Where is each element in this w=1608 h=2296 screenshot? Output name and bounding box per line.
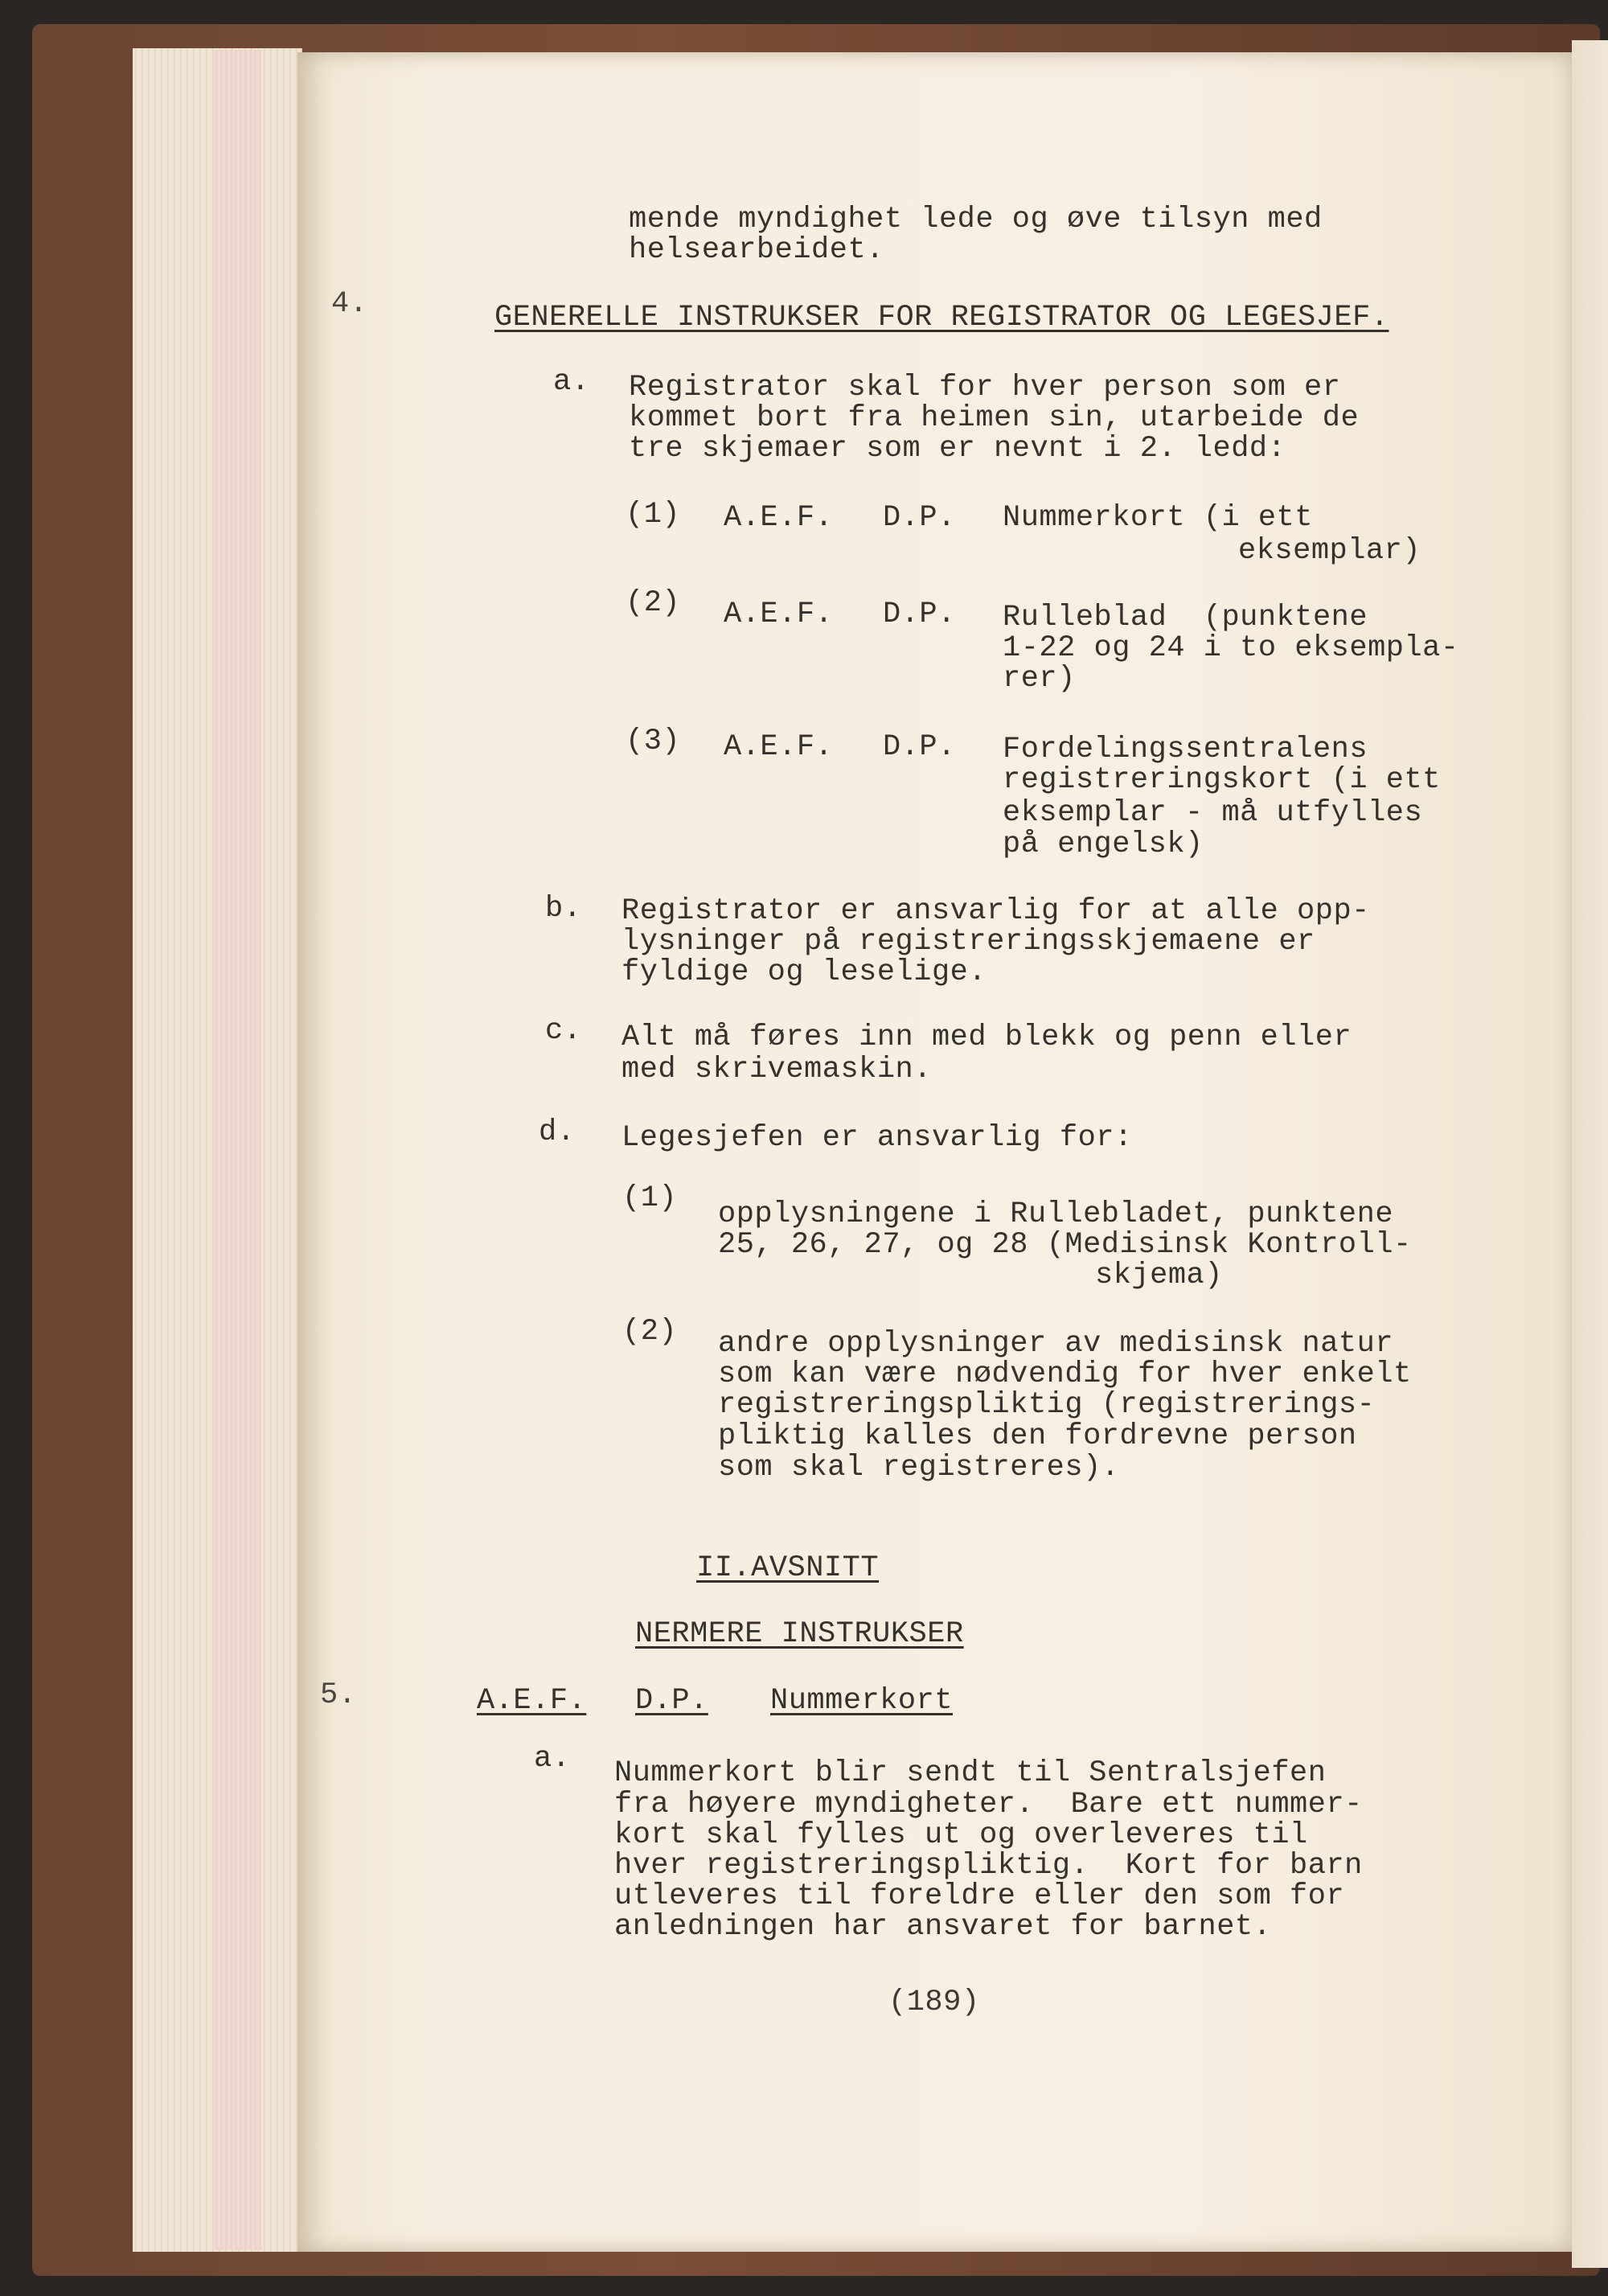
item-label: a. [534, 1742, 571, 1776]
text-line: lysninger på registreringsskjemaene er [621, 925, 1315, 959]
dp-code: D.P. [883, 598, 956, 631]
item-label: d. [539, 1115, 576, 1149]
text-line: eksemplar - må utfylles [1003, 796, 1423, 830]
text-line: tre skjemaer som er nevnt i 2. ledd: [629, 432, 1286, 466]
text-line: Alt må føres inn med blekk og penn eller [621, 1021, 1352, 1054]
subitem-number: (1) [626, 498, 681, 532]
text-line: som kan være nødvendig for hver enkelt [718, 1357, 1412, 1391]
text-line: andre opplysninger av medisinsk natur [718, 1327, 1394, 1361]
part-title: II.AVSNITT [696, 1551, 880, 1585]
text-line: Registrator skal for hver person som er [629, 371, 1341, 405]
text-line: Rulleblad (punktene [1003, 601, 1368, 635]
dp-code: D.P. [883, 730, 956, 764]
subitem-number: (2) [622, 1315, 678, 1349]
text-line: Fordelingssentralens [1003, 733, 1368, 766]
page-number: (189) [888, 1986, 980, 2019]
text-line: på engelsk) [1003, 828, 1204, 861]
form-code: A.E.F. [477, 1684, 587, 1718]
text-line: fyldige og leselige. [621, 955, 987, 989]
text-line: helsearbeidet. [629, 233, 884, 267]
section-number: 4. [331, 287, 368, 321]
text-line: kommet bort fra heimen sin, utarbeide de [629, 401, 1360, 435]
form-code: A.E.F. [724, 598, 834, 631]
item-label: c. [545, 1014, 582, 1048]
section-number: 5. [320, 1678, 357, 1712]
text-line: Nummerkort (i ett [1003, 501, 1313, 535]
text-line: hver registreringspliktig. Kort for barn [614, 1849, 1363, 1883]
page-edges-tinted [213, 50, 261, 2250]
text-line: kort skal fylles ut og overleveres til [614, 1818, 1308, 1852]
item-label: a. [553, 365, 590, 399]
text-line: Legesjefen er ansvarlig for: [621, 1121, 1133, 1155]
text-line: som skal registreres). [718, 1451, 1120, 1485]
next-page-edge [1572, 40, 1608, 2268]
subitem-number: (1) [622, 1181, 678, 1215]
text-line: opplysningene i Rullebladet, punktene [718, 1197, 1394, 1231]
part-subtitle: NERMERE INSTRUKSER [635, 1617, 964, 1651]
text-line: 1-22 og 24 i to eksempla- [1003, 631, 1459, 665]
text-line: fra høyere myndigheter. Bare ett nummer- [614, 1788, 1363, 1822]
text-line: Nummerkort blir sendt til Sentralsjefen [614, 1756, 1327, 1790]
item-label: b. [545, 892, 582, 926]
text-line: med skrivemaskin. [621, 1053, 932, 1086]
section-heading: GENERELLE INSTRUKSER FOR REGISTRATOR OG LEGESJEF. [494, 301, 1389, 335]
text-line: Registrator er ansvarlig for at alle opp- [621, 894, 1370, 928]
text-line: pliktig kalles den fordrevne person [718, 1419, 1357, 1453]
text-line: utleveres til foreldre eller den som for [614, 1879, 1345, 1913]
text-line: eksemplar) [1238, 534, 1421, 568]
subitem-number: (3) [626, 725, 681, 758]
text-line: 25, 26, 27, og 28 (Medisinsk Kontroll- [718, 1228, 1412, 1262]
form-code: A.E.F. [724, 501, 834, 535]
subitem-number: (2) [626, 586, 681, 620]
form-code: A.E.F. [724, 730, 834, 764]
text-line: anledningen har ansvaret for barnet. [614, 1910, 1272, 1944]
text-line: mende myndighet lede og øve tilsyn med [629, 203, 1323, 236]
text-line: registreringspliktig (registrerings- [718, 1388, 1376, 1422]
dp-code: D.P. [883, 501, 956, 535]
section-title: Nummerkort [770, 1684, 954, 1718]
text-line: rer) [1003, 662, 1076, 696]
text-line: registreringskort (i ett [1003, 763, 1441, 797]
dp-code: D.P. [635, 1684, 708, 1718]
text-line: skjema) [1095, 1259, 1223, 1292]
